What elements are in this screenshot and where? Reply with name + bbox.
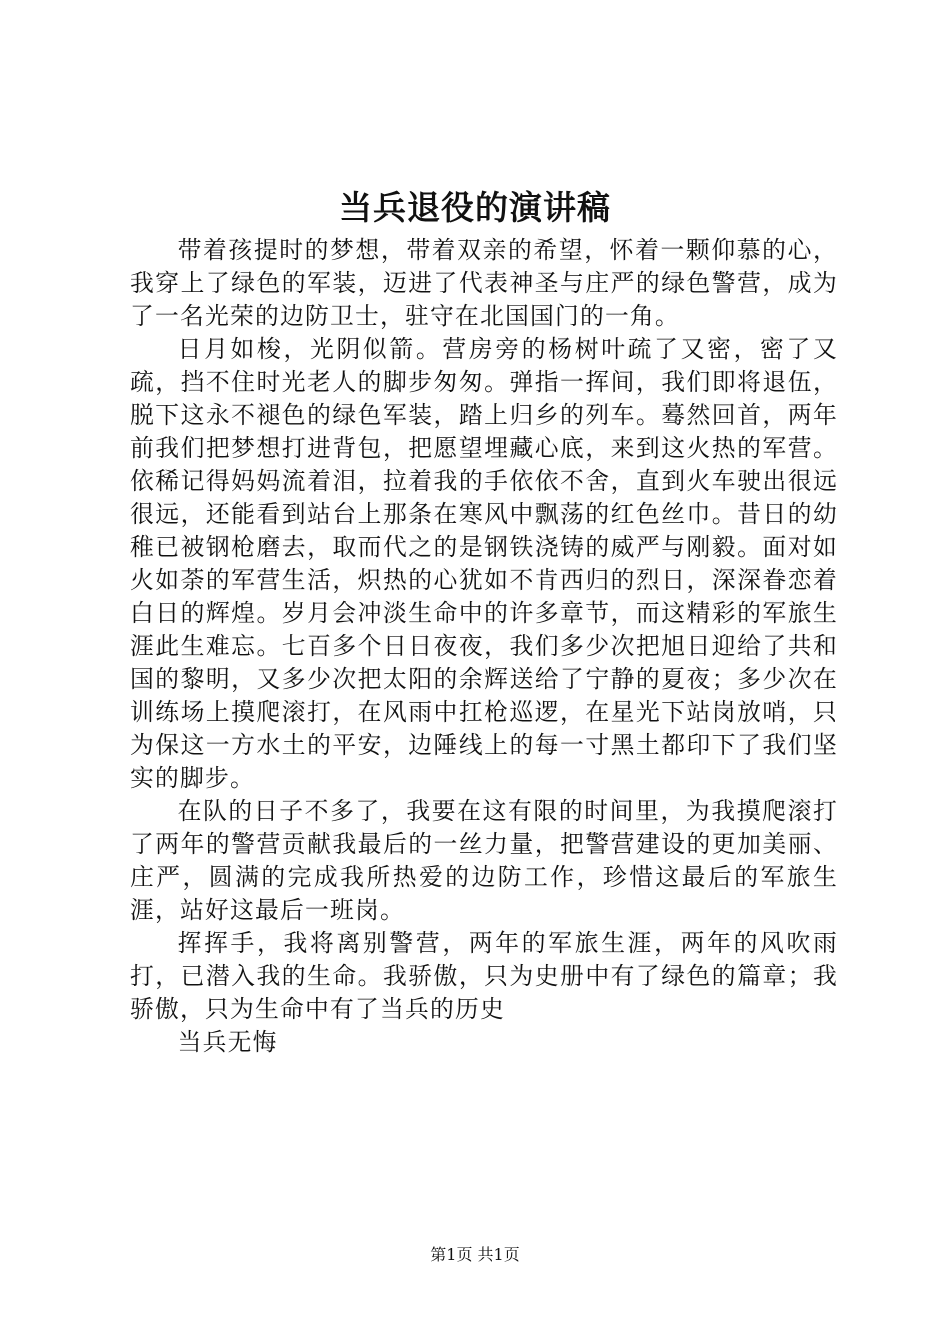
paragraph-3: 在队的日子不多了，我要在这有限的时间里，为我摸爬滚打了两年的警营贡献我最后的一丝力量，把警营建设的更加美丽、庄严，圆满的完成我所热爱的边防工作，珍惜这最后的军旅生涯，站好这最后一班岗。 <box>130 797 838 924</box>
document-body <box>130 234 838 1059</box>
paragraph-2: 日月如梭，光阴似箭。营房旁的杨树叶疏了又密，密了又疏，挡不住时光老人的脚步匆匆。弹指一挥间，我们即将退伍，脱下这永不褪色的绿色军装，踏上归乡的列车。蓦然回首，两年前我们把梦想打进背包，把愿望埋藏心底，来到这火热的军营。依稀记得妈妈流着泪，拉着我的手依依不舍，直到火车驶出很远很远，还能看到站台上那条在寒风中飘荡的红色丝巾。昔日的幼稚已被钢枪磨去，取而代之的是钢铁浇铸的威严与刚毅。面对如火如荼的军营生活，炽热的心犹如不肯西归的烈日，深深眷恋着白日的辉煌。岁月会冲淡生命中的许多章节，而这精彩的军旅生涯此生难忘。七百多个日日夜夜，我们多少次把旭日迎给了共和国的黎明，又多少次把太阳的余辉送给了宁静的夏夜；多少次在训练场上摸爬滚打，在风雨中扛枪巡逻，在星光下站岗放哨，只为保这一方水土的平安，边陲线上的每一寸黑土都印下了我们坚实的脚步。 <box>130 335 838 792</box>
paragraph-4: 挥挥手，我将离别警营，两年的军旅生涯，两年的风吹雨打，已潜入我的生命。我骄傲，只为史册中有了绿色的篇章；我骄傲，只为生命中有了当兵的历史 <box>130 929 838 1023</box>
closing-line: 当兵无悔 <box>177 1028 278 1056</box>
page-number-footer: 第1页 共1页 <box>430 1245 520 1264</box>
paragraph-1: 带着孩提时的梦想，带着双亲的希望，怀着一颗仰慕的心，我穿上了绿色的军装，迈进了代表神圣与庄严的绿色警营，成为了一名光荣的边防卫士，驻守在北国国门的一角。 <box>130 236 838 330</box>
document-title: 当兵退役的演讲稿 <box>339 188 611 227</box>
